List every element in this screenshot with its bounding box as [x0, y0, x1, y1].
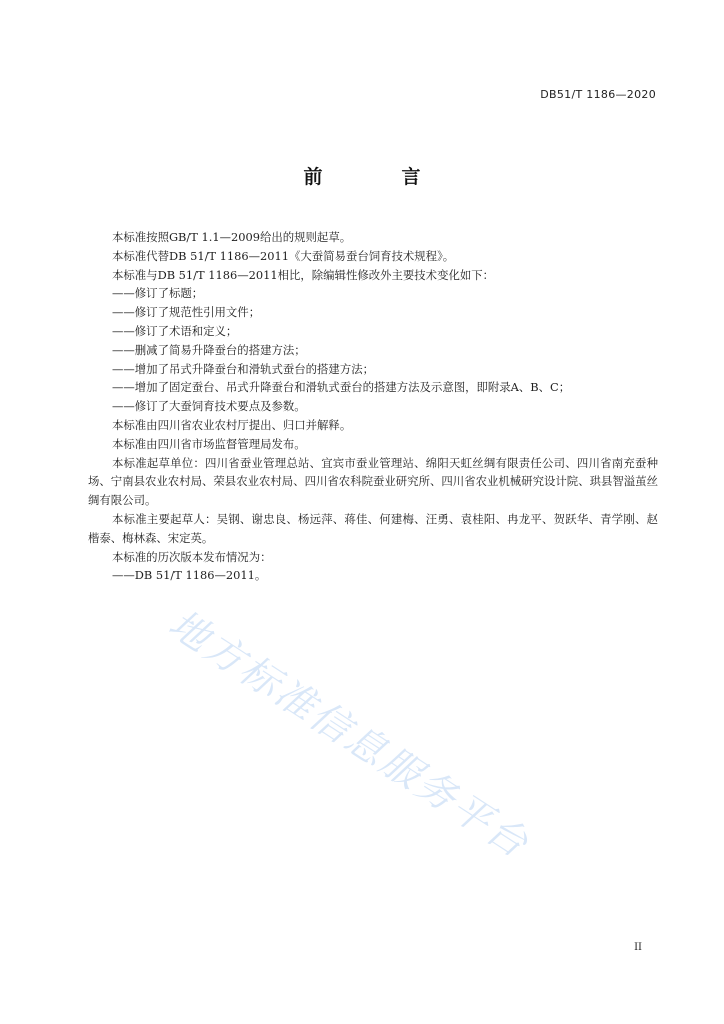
- paragraph: 本标准由四川省市场监督管理局发布。: [112, 436, 306, 451]
- paragraph: 本标准与DB 51/T 1186—2011相比，除编辑性修改外主要技术变化如下：: [112, 267, 495, 282]
- list-item: ——修订了标题；: [112, 286, 204, 301]
- page-number: II: [634, 942, 642, 953]
- paragraph: 本标准按照GB/T 1.1—2009给出的规则起草。: [112, 230, 352, 244]
- document-body: [88, 228, 658, 585]
- list-item: ——增加了固定蚕台、吊式升降蚕台和滑轨式蚕台的搭建方法及示意图，即附录A、B、C；: [112, 380, 571, 395]
- list-item: ——增加了吊式升降蚕台和滑轨式蚕台的搭建方法；: [112, 361, 374, 376]
- list-item: ——DB 51/T 1186—2011。: [112, 568, 267, 583]
- page-title: 前 言: [303, 166, 451, 188]
- paragraph: 本标准主要起草人：吴钢、谢忠良、杨远萍、蒋佳、何建梅、汪勇、袁桂阳、冉龙平、贺跃华、青学刚、赵楷泰、梅林森、宋定英。: [88, 511, 658, 545]
- paragraph: 本标准起草单位：四川省蚕业管理总站、宜宾市蚕业管理站、绵阳天虹丝绸有限责任公司、四川省南充蚕种场、宁南县农业农村局、荣县农业农村局、四川省农科院蚕业研究所、四川省农业机械研究设计院、珙县智溢茧丝绸有限公司。: [88, 455, 658, 508]
- list-item: ——修订了规范性引用文件；: [112, 305, 261, 320]
- standard-code: DB51/T 1186—2020: [540, 88, 656, 101]
- list-item: ——删减了简易升降蚕台的搭建方法；: [112, 342, 306, 357]
- list-item: ——修订了术语和定义；: [112, 323, 238, 338]
- watermark: 地方标准信息服务平台: [160, 601, 538, 869]
- paragraph: 本标准代替DB 51/T 1186—2011《大蚕简易蚕台饲育技术规程》。: [112, 248, 455, 263]
- paragraph: 本标准由四川省农业农村厅提出、归口并解释。: [112, 417, 352, 432]
- paragraph: 本标准的历次版本发布情况为：: [112, 549, 272, 564]
- list-item: ——修订了大蚕饲育技术要点及参数。: [112, 399, 306, 414]
